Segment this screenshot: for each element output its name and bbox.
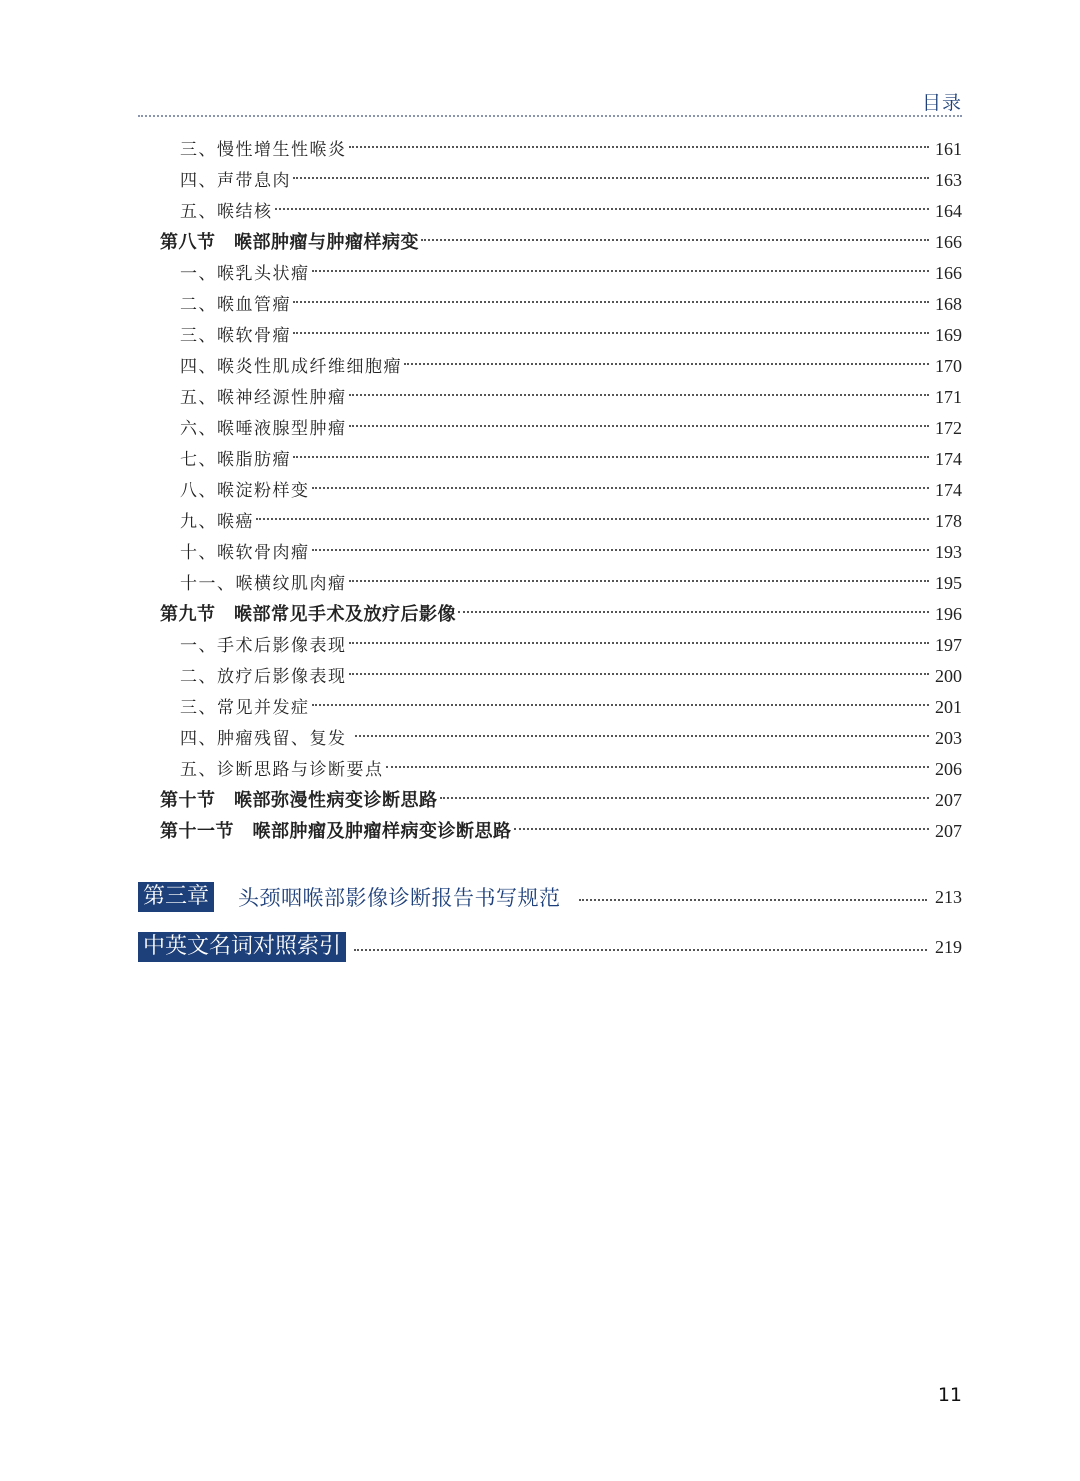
toc-entry[interactable]	[160, 506, 962, 537]
toc-entry-page: 178	[935, 511, 962, 531]
toc-entry-page: 168	[935, 294, 962, 314]
chapter-title: 头颈咽喉部影像诊断报告书写规范	[238, 886, 561, 910]
toc-entry-page: 172	[935, 418, 962, 438]
toc-entry-page: 170	[935, 356, 962, 376]
toc-entry-page: 161	[935, 139, 962, 159]
toc-entry[interactable]	[160, 692, 962, 723]
toc-entry-page: 174	[935, 480, 962, 500]
chapter-entry[interactable]	[138, 882, 962, 912]
dot-leader	[293, 301, 929, 303]
dot-leader	[275, 208, 930, 210]
toc-entry-title: 二、放疗后影像表现	[180, 667, 347, 687]
toc-entry[interactable]	[160, 258, 962, 289]
dot-leader	[349, 642, 930, 644]
toc-entry[interactable]	[160, 568, 962, 599]
dot-leader	[386, 766, 930, 768]
toc-entry-title: 六、喉唾液腺型肿瘤	[180, 419, 347, 439]
toc-entry[interactable]	[160, 723, 962, 754]
toc-entry-title: 一、喉乳头状瘤	[180, 264, 310, 284]
toc-entry-title: 五、诊断思路与诊断要点	[180, 760, 384, 780]
dot-leader	[312, 704, 930, 706]
toc-entry-title: 三、慢性增生性喉炎	[180, 140, 347, 160]
toc-entry[interactable]	[160, 444, 962, 475]
toc-entry-page: 195	[935, 573, 962, 593]
dot-leader	[354, 949, 927, 951]
toc-entry[interactable]	[160, 320, 962, 351]
dot-leader	[440, 797, 930, 799]
toc-entry-title: 十、喉软骨肉瘤	[180, 543, 310, 563]
toc-entry-page: 193	[935, 542, 962, 562]
dot-leader	[312, 549, 930, 551]
toc-entry[interactable]	[160, 382, 962, 413]
toc-entry[interactable]	[160, 413, 962, 444]
dot-leader	[349, 673, 930, 675]
dot-leader	[514, 828, 930, 830]
toc-entry[interactable]	[160, 661, 962, 692]
toc-entry-title: 八、喉淀粉样变	[180, 481, 310, 501]
toc-entry-title: 十一、喉横纹肌肉瘤	[180, 574, 347, 594]
toc-entry[interactable]	[160, 289, 962, 320]
toc-entry-page: 164	[935, 201, 962, 221]
toc-entry-page: 203	[935, 728, 962, 748]
toc-entry-page: 207	[935, 821, 962, 841]
toc-entry-title: 五、喉结核	[180, 202, 273, 222]
toc-entry-title: 五、喉神经源性肿瘤	[180, 388, 347, 408]
dot-leader	[256, 518, 929, 520]
toc-section-entry[interactable]	[160, 785, 962, 816]
index-tag: 中英文名词对照索引	[138, 932, 346, 962]
toc-entry-title: 第九节 喉部常见手术及放疗后影像	[160, 604, 456, 625]
toc-entry-title: 七、喉脂肪瘤	[180, 450, 291, 470]
toc-section-entry[interactable]	[160, 227, 962, 258]
toc-entry[interactable]	[160, 630, 962, 661]
dot-leader	[293, 177, 929, 179]
toc-entry[interactable]	[160, 537, 962, 568]
dot-leader	[349, 146, 930, 148]
toc-entry-title: 四、肿瘤残留、复发	[180, 729, 354, 749]
dot-leader	[312, 487, 930, 489]
toc-entry[interactable]	[160, 196, 962, 227]
dot-leader	[349, 394, 930, 396]
header-label: 目录	[921, 92, 962, 114]
toc-entry[interactable]	[160, 351, 962, 382]
dot-leader	[349, 580, 930, 582]
toc-entry-page: 171	[935, 387, 962, 407]
toc-entry-page: 166	[935, 232, 962, 252]
toc-entry-title: 第十一节 喉部肿瘤及肿瘤样病变诊断思路	[160, 821, 512, 842]
toc-entry-title: 三、喉软骨瘤	[180, 326, 291, 346]
dot-leader	[293, 456, 929, 458]
dot-leader	[404, 363, 929, 365]
chapter-tag: 第三章	[138, 882, 214, 912]
toc-entry-page: 206	[935, 759, 962, 779]
index-page: 219	[935, 936, 962, 957]
toc-entry[interactable]	[160, 134, 962, 165]
toc-entry-page: 197	[935, 635, 962, 655]
toc-section-entry[interactable]	[160, 599, 962, 630]
dot-leader	[312, 270, 930, 272]
dot-leader	[458, 611, 929, 613]
dot-leader	[349, 425, 930, 427]
toc-entry-title: 二、喉血管瘤	[180, 295, 291, 315]
dot-leader	[293, 332, 929, 334]
index-entry[interactable]	[138, 932, 962, 962]
header-divider	[138, 115, 962, 117]
toc-entry-page: 174	[935, 449, 962, 469]
toc-entry[interactable]	[160, 165, 962, 196]
toc-entry-title: 四、声带息肉	[180, 171, 291, 191]
toc-entry-title: 一、手术后影像表现	[180, 636, 347, 656]
toc-entry-page: 200	[935, 666, 962, 686]
toc-entry-title: 第八节 喉部肿瘤与肿瘤样病变	[160, 232, 419, 253]
toc-entry-title: 四、喉炎性肌成纤维细胞瘤	[180, 357, 402, 377]
toc-entry-page: 201	[935, 697, 962, 717]
toc-entry-title: 第十节 喉部弥漫性病变诊断思路	[160, 790, 438, 811]
toc-entry-page: 169	[935, 325, 962, 345]
toc-entry[interactable]	[160, 754, 962, 785]
dot-leader	[355, 735, 929, 737]
dot-leader	[421, 239, 929, 241]
dot-leader	[579, 899, 927, 901]
toc-entry-title: 九、喉癌	[180, 512, 254, 532]
toc-entry-page: 207	[935, 790, 962, 810]
chapter-page: 213	[935, 886, 962, 907]
toc-entry-title: 三、常见并发症	[180, 698, 310, 718]
toc-entry-page: 196	[935, 604, 962, 624]
page-number: 11	[937, 1384, 962, 1406]
toc-entry-page: 163	[935, 170, 962, 190]
toc-entry-page: 166	[935, 263, 962, 283]
table-of-contents	[160, 134, 962, 847]
toc-section-entry[interactable]	[160, 816, 962, 847]
toc-entry[interactable]	[160, 475, 962, 506]
